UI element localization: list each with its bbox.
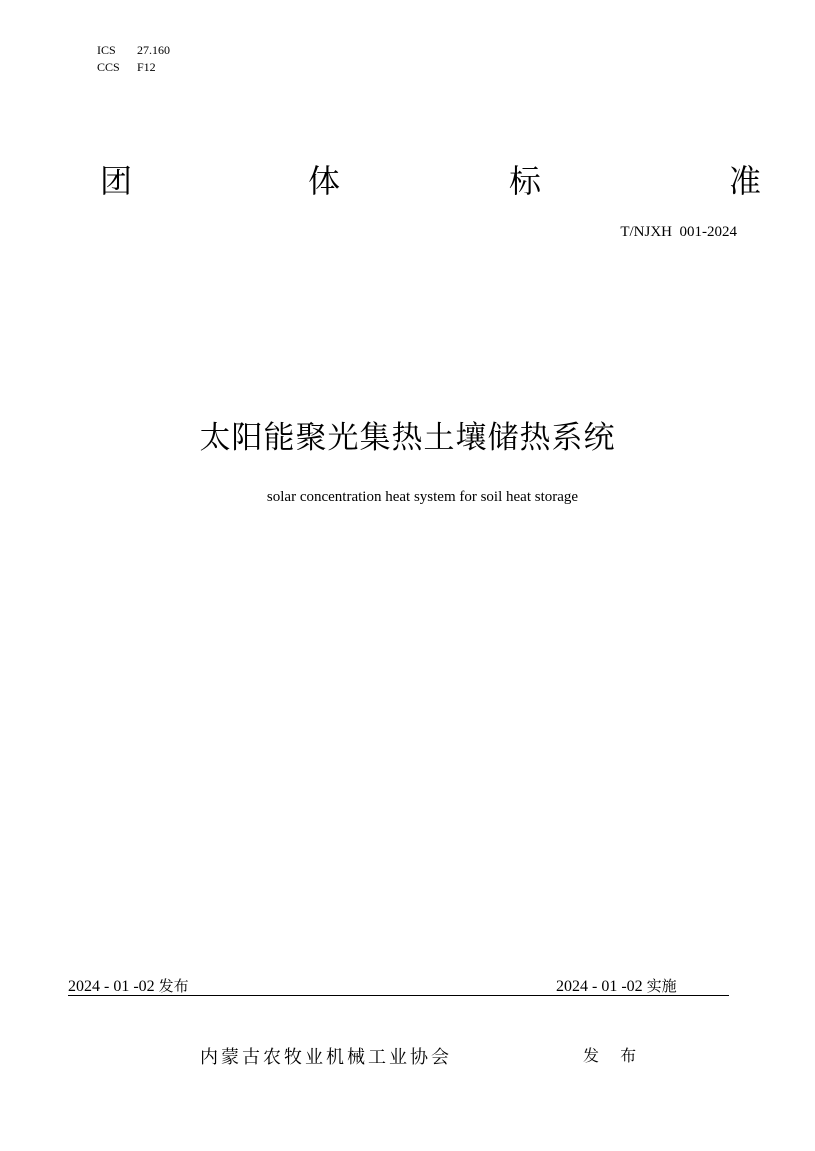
publisher-name: 内蒙古农牧业机械工业协会 [200,1047,452,1068]
ics-row [97,42,170,59]
document-title-cn: 太阳能聚光集热土壤储热系统 [199,420,616,456]
ccs-label: CCS [97,60,120,74]
ics-value: 27.160 [137,43,170,57]
issue-date: 2024 - 01 -02 [68,978,155,995]
implement-label: 实施 [646,977,677,995]
issue-label: 发布 [158,977,189,995]
document-title-en: solar concentration heat system for soil heat storage [266,489,579,505]
issue-date-line [68,975,189,996]
standard-number: T/NJXH 001-2024 [620,224,737,240]
ics-label: ICS [97,43,116,57]
standard-type-char: 准 [729,162,762,200]
publish-label: 发 布 [583,1046,645,1065]
implement-date-line [556,975,677,996]
implement-date: 2024 - 01 -02 [556,978,643,995]
standard-type-char: 标 [509,162,542,200]
standard-type-char: 团 [100,162,133,200]
standard-type-heading [97,158,761,204]
classification-codes [97,42,170,76]
standard-type-char: 体 [308,162,341,200]
ccs-value: F12 [137,60,156,74]
divider-line [68,995,729,996]
ccs-row [97,59,170,76]
